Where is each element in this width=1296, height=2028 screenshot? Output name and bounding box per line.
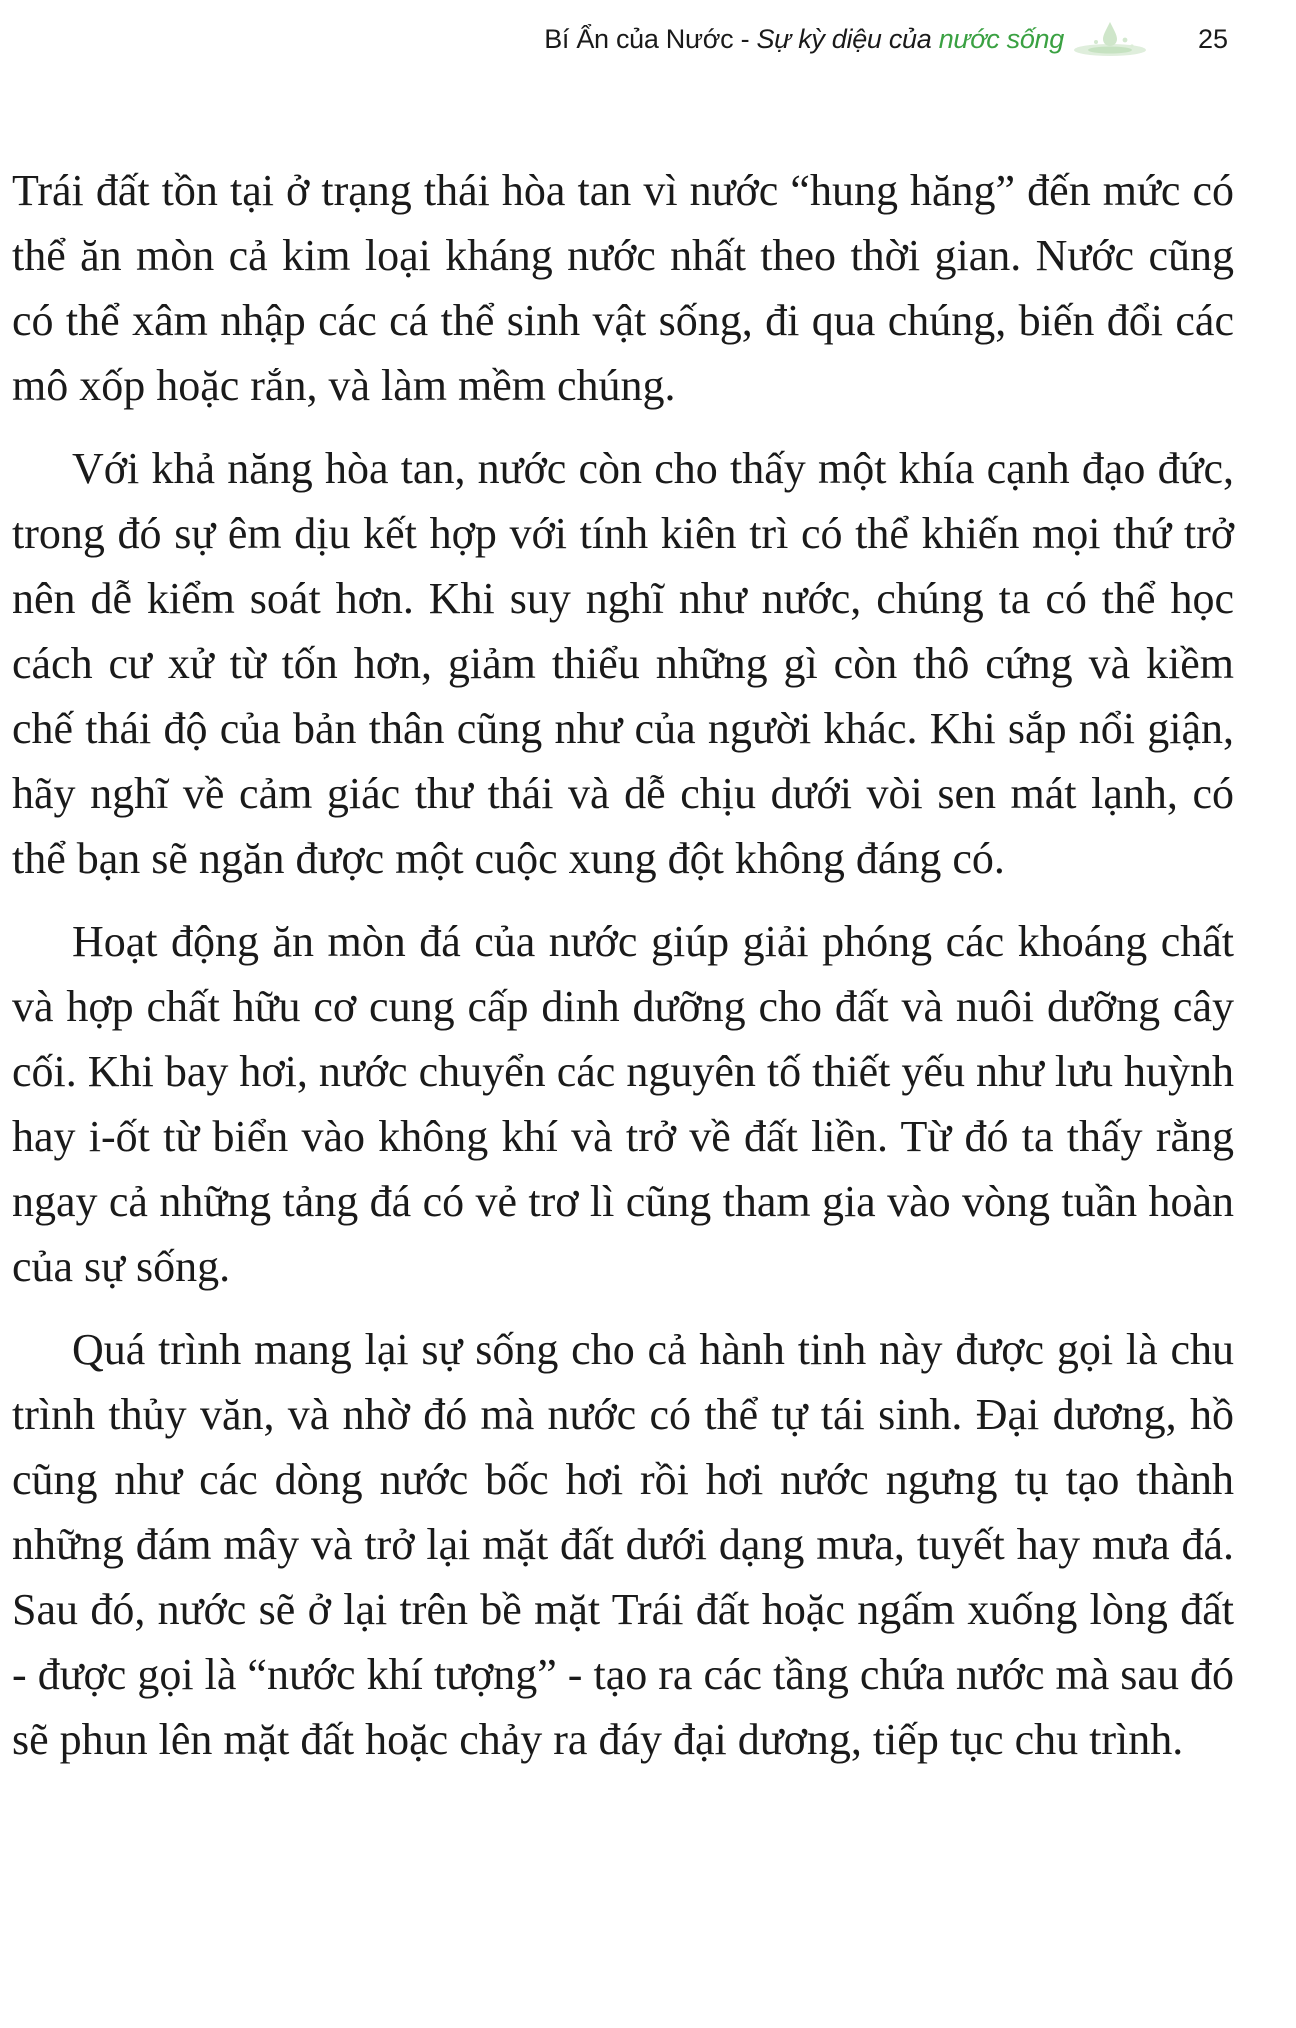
water-drop-splash-icon	[1070, 16, 1150, 62]
running-header	[0, 14, 1296, 64]
paragraph: Với khả năng hòa tan, nước còn cho thấy một khía cạnh đạo đức, trong đó sự êm dịu kết hợp với tính kiên trì có thể khiến mọi thứ trở nên dễ kiểm soát hơn. Khi suy nghĩ như nước, chúng ta có thể học cách cư xử từ tốn hơn, giảm thiểu những gì còn thô cứng và kiềm chế thái độ của bản thân cũng như của người khác. Khi sắp nổi giận, hãy nghĩ về cảm giác thư thái và dễ chịu dưới vòi sen mát lạnh, có thể bạn sẽ ngăn được một cuộc xung đột không đáng có.	[12, 444, 1234, 883]
header-title	[544, 14, 1064, 64]
page-number: 25	[1197, 24, 1228, 54]
paragraph: Quá trình mang lại sự sống cho cả hành tinh này được gọi là chu trình thủy văn, và nhờ đó mà nước có thể tự tái sinh. Đại dương, hồ cũng như các dòng nước bốc hơi rồi hơi nước ngưng tụ tạo thành những đám mây và trở lại mặt đất dưới dạng mưa, tuyết hay mưa đá. Sau đó, nước sẽ ở lại trên bề mặt Trái đất hoặc ngấm xuống lòng đất - được gọi là “nước khí tượng” - tạo ra các tầng chứa nước mà sau đó sẽ phun lên mặt đất hoặc chảy ra đáy đại dương, tiếp tục chu trình.	[12, 1325, 1234, 1764]
body-text	[12, 158, 1234, 1790]
header-subtitle: Sự kỳ diệu của	[756, 24, 939, 54]
paragraph: Hoạt động ăn mòn đá của nước giúp giải phóng các khoáng chất và hợp chất hữu cơ cung cấp dinh dưỡng cho đất và nuôi dưỡng cây cối. Khi bay hơi, nước chuyển các nguyên tố thiết yếu như lưu huỳnh hay i-ốt từ biển vào không khí và trở về đất liền. Từ đó ta thấy rằng ngay cả những tảng đá có vẻ trơ lì cũng tham gia vào vòng tuần hoàn của sự sống.	[12, 917, 1234, 1291]
header-subtitle-highlight: nước sống	[938, 24, 1064, 54]
header-title-main: Bí Ẩn của Nước -	[544, 24, 757, 54]
paragraph: Trái đất tồn tại ở trạng thái hòa tan vì nước “hung hăng” đến mức có thể ăn mòn cả kim loại kháng nước nhất theo thời gian. Nước cũng có thể xâm nhập các cá thể sinh vật sống, đi qua chúng, biến đổi các mô xốp hoặc rắn, và làm mềm chúng.	[12, 166, 1234, 410]
